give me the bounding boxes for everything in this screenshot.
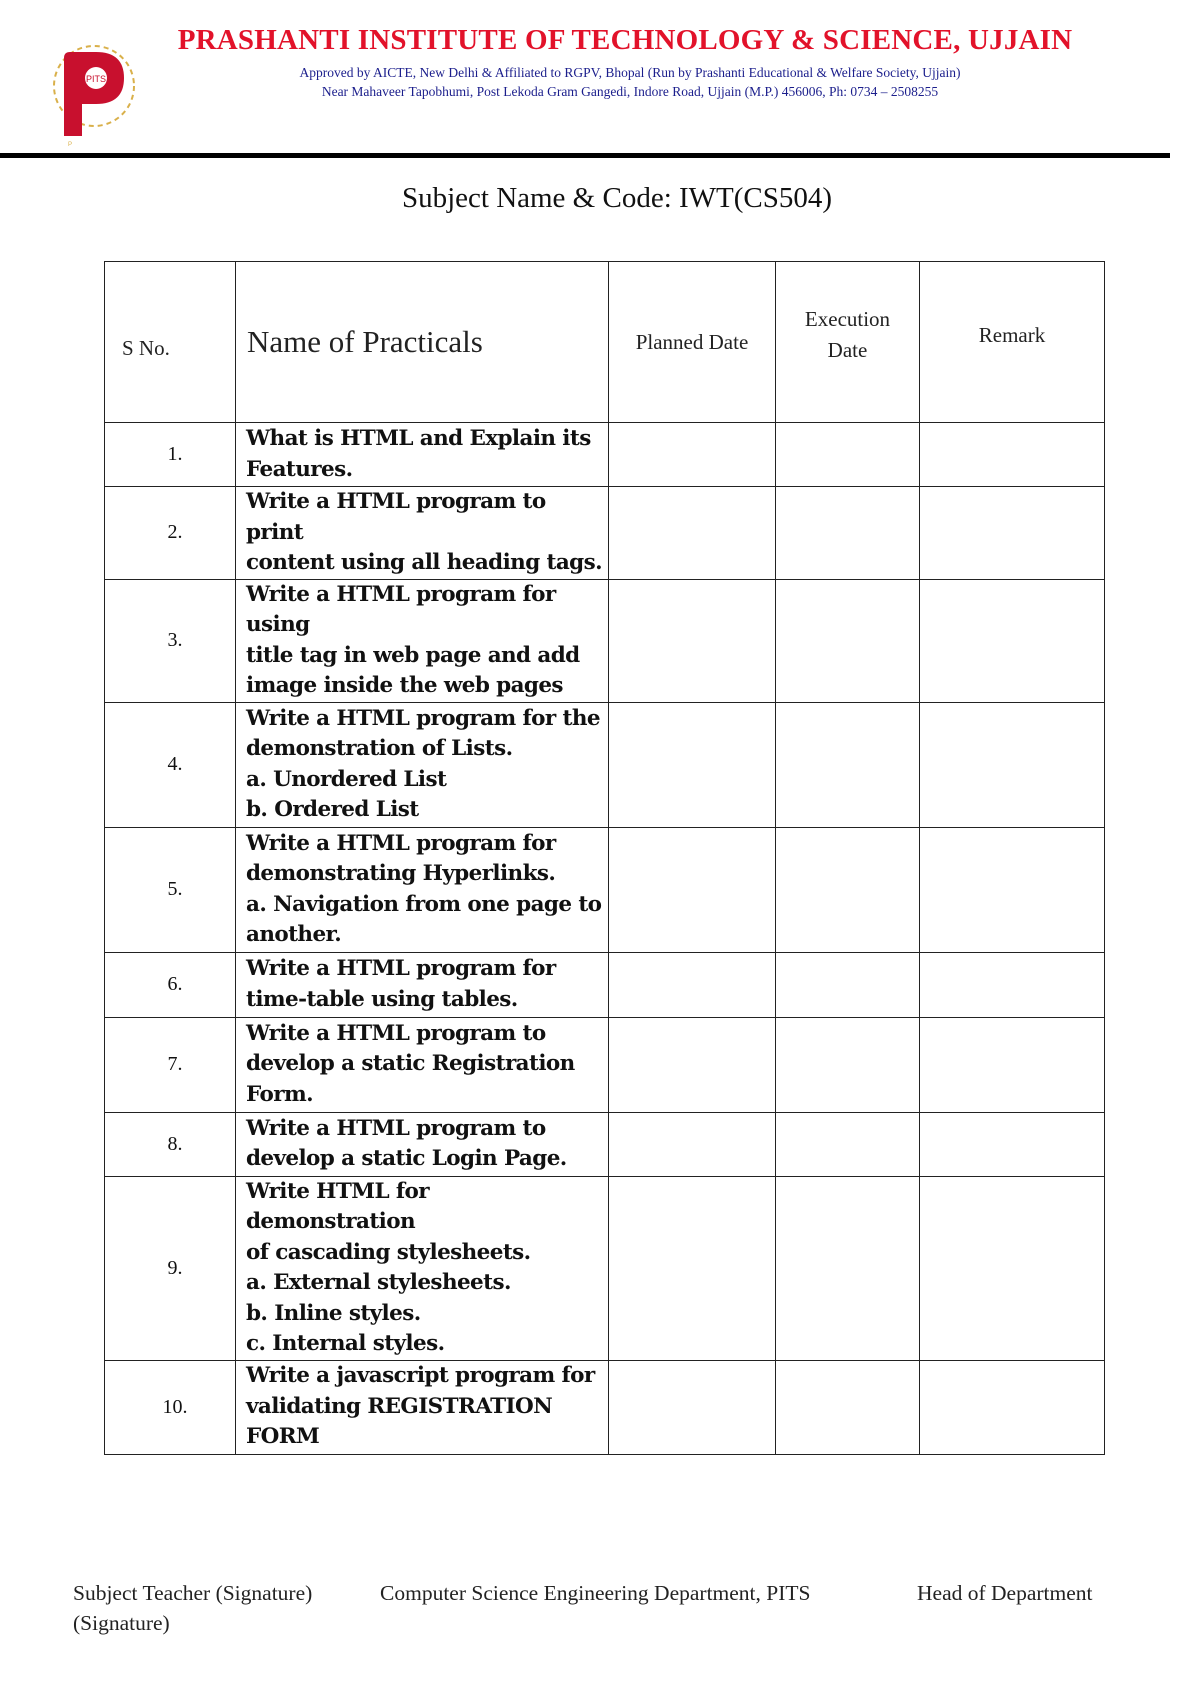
row-practical-name: Write a HTML program for using title tag in web page and add image inside the web pages [236,579,609,702]
header-sno: S No. [105,262,236,423]
row-planned-date [609,1360,776,1454]
header-execution-date [776,262,920,423]
table-row [105,1360,1105,1454]
subject-title: Subject Name & Code: IWT(CS504) [401,182,833,214]
row-execution-date [776,1112,920,1176]
row-remark [920,423,1105,487]
header-execution-label: Execution Date [804,307,891,362]
row-practical-name: Write a HTML program to develop a static Login Page. [236,1112,609,1176]
row-sno: 4. [105,702,236,827]
table-row [105,579,1105,702]
row-remark [920,702,1105,827]
row-practical-name: What is HTML and Explain its Features. [236,423,609,487]
row-execution-date [776,487,920,580]
table-header-row [105,262,1105,423]
table-row [105,1176,1105,1360]
row-sno: 3. [105,579,236,702]
row-planned-date [609,827,776,952]
row-practical-name: Write a HTML program to develop a static Registration Form. [236,1017,609,1112]
row-sno: 8. [105,1112,236,1176]
row-planned-date [609,952,776,1017]
table-row [105,1017,1105,1112]
header-name: Name of Practicals [236,262,609,423]
practicals-table [104,261,1105,1455]
row-planned-date [609,1112,776,1176]
row-sno: 6. [105,952,236,1017]
row-execution-date [776,579,920,702]
row-execution-date [776,423,920,487]
row-sno: 9. [105,1176,236,1360]
row-execution-date [776,952,920,1017]
row-remark [920,487,1105,580]
row-remark [920,1017,1105,1112]
table-row [105,952,1105,1017]
table-row [105,827,1105,952]
row-practical-name: Write a HTML program for the demonstration of Lists. a. Unordered List b. Ordered List [236,702,609,827]
row-planned-date [609,1176,776,1360]
row-execution-date [776,1360,920,1454]
row-sno: 1. [105,423,236,487]
row-sno: 5. [105,827,236,952]
row-planned-date [609,1017,776,1112]
logo-mark: PITS [85,74,107,84]
logo-letter: P [68,142,73,148]
row-remark [920,827,1105,952]
header-divider [0,153,1170,158]
row-execution-date [776,1017,920,1112]
approval-line: Approved by AICTE, New Delhi & Affiliated to RGPV, Bhopal (Run by Prashanti Educational & Welfare Society, Ujjain) [299,65,961,80]
row-execution-date [776,702,920,827]
hod-label: Head of Department [917,1581,1093,1605]
row-planned-date [609,423,776,487]
row-execution-date [776,827,920,952]
hod-signature-label: (Signature) [73,1611,170,1635]
institute-name: PRASHANTI INSTITUTE OF TECHNOLOGY & SCIENCE, UJJAIN [177,24,1073,56]
row-remark [920,952,1105,1017]
row-sno: 7. [105,1017,236,1112]
row-practical-name: Write a HTML program to print content using all heading tags. [236,487,609,580]
row-planned-date [609,702,776,827]
row-sno: 10. [105,1360,236,1454]
row-remark [920,1360,1105,1454]
table-row [105,702,1105,827]
address-line: Near Mahaveer Tapobhumi, Post Lekoda Gram Gangedi, Indore Road, Ujjain (M.P.) 456006, Ph: 0734 – 2508255 [321,84,939,99]
row-sno: 2. [105,487,236,580]
row-remark [920,579,1105,702]
header-planned-date: Planned Date [609,262,776,423]
row-remark [920,1112,1105,1176]
row-practical-name: Write a HTML program for time-table using tables. [236,952,609,1017]
table-row [105,1112,1105,1176]
teacher-signature-label: Subject Teacher (Signature) [73,1581,313,1605]
row-planned-date [609,579,776,702]
row-remark [920,1176,1105,1360]
row-practical-name: Write a HTML program for demonstrating Hyperlinks. a. Navigation from one page to another. [236,827,609,952]
header-remark: Remark [920,262,1105,423]
table-row [105,423,1105,487]
row-planned-date [609,487,776,580]
table-body [105,423,1105,1455]
row-execution-date [776,1176,920,1360]
row-practical-name: Write HTML for demonstration of cascading stylesheets. a. External stylesheets. b. Inline styles. c. Internal styles. [236,1176,609,1360]
department-label: Computer Science Engineering Department, PITS [380,1581,811,1605]
table-row [105,487,1105,580]
row-practical-name: Write a javascript program for validating REGISTRATION FORM [236,1360,609,1454]
